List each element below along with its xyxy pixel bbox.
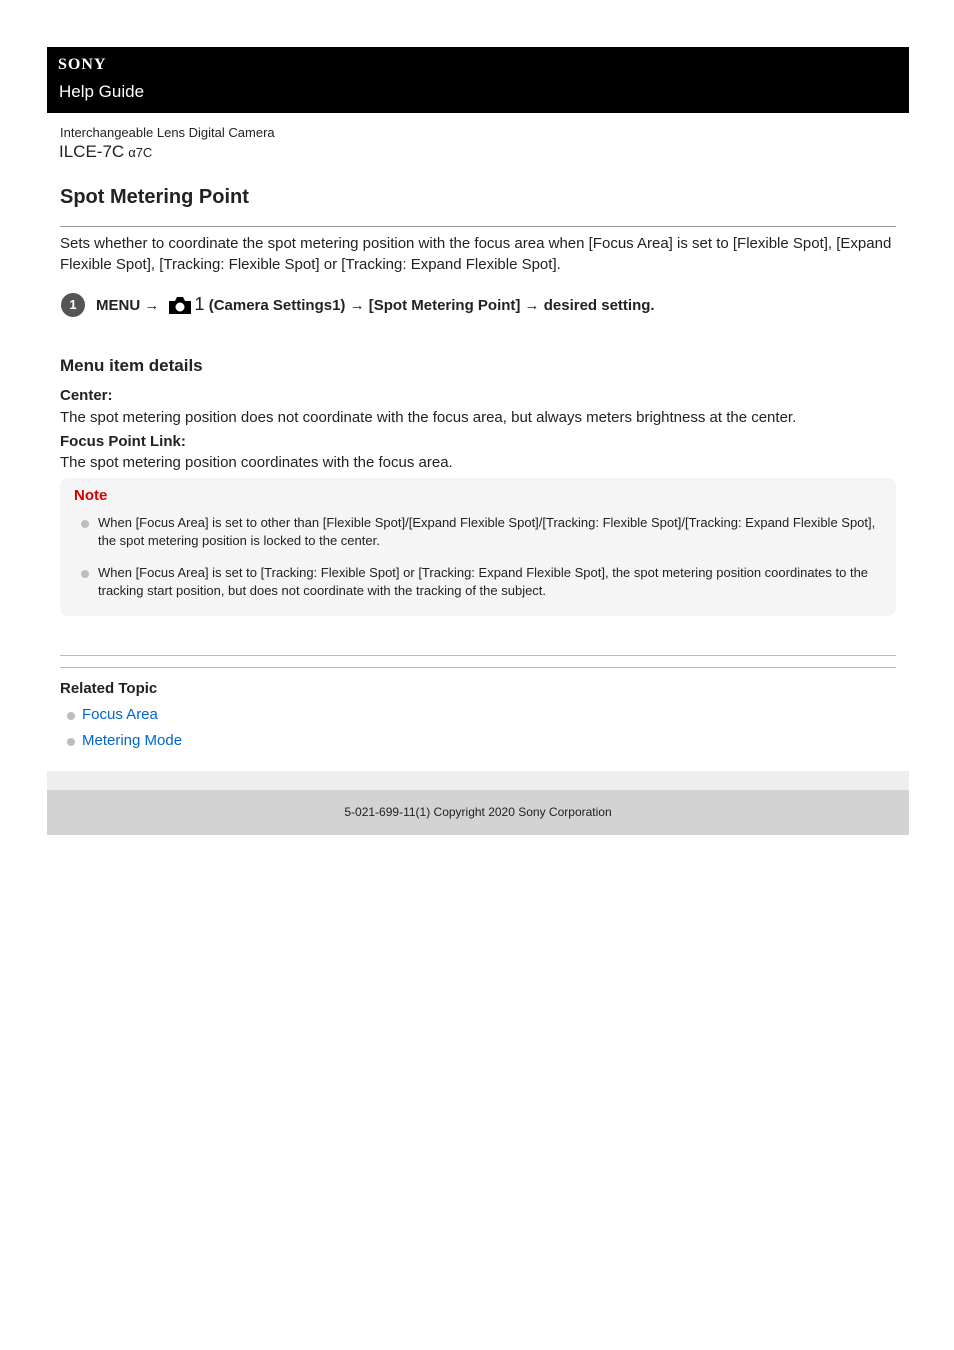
related-link-focus-area[interactable]: Focus Area — [82, 706, 158, 723]
page-title: Spot Metering Point — [60, 186, 249, 208]
step-instruction — [96, 294, 655, 319]
related-link-metering-mode[interactable]: Metering Mode — [82, 732, 183, 749]
item-term-center: Center: — [60, 387, 113, 404]
footer-spacer — [47, 771, 909, 790]
note-item: When [Focus Area] is set to [Tracking: Flexible Spot] or [Tracking: Expand Flexible Spot], the spot metering position coordinates to the tracking start position, but does not coordinate with the tracking of the subject. — [98, 565, 869, 598]
sony-logo: SONY — [58, 56, 107, 73]
item-desc-center: The spot metering position does not coordinate with the focus area, but always meters brightness at the center. — [60, 409, 797, 426]
item-term-focus-point-link: Focus Point Link: — [60, 433, 186, 450]
site-header — [47, 47, 909, 113]
bullet-icon — [67, 712, 75, 720]
camera-icon — [168, 295, 192, 319]
section-divider — [60, 655, 896, 656]
note-box — [60, 478, 896, 616]
title-divider — [60, 226, 896, 227]
footer — [47, 790, 909, 835]
step-menu-path: (Camera Settings1) → [Spot Metering Point] → desired setting. — [208, 297, 655, 314]
step-menu-label: MENU → — [96, 297, 160, 314]
model-alpha: α7C — [128, 145, 153, 160]
step-number-badge: 1 — [61, 293, 85, 317]
product-model — [59, 142, 152, 162]
step-1 — [60, 291, 896, 319]
copyright-text: 5-021-699-11(1) Copyright 2020 Sony Corporation — [344, 805, 612, 819]
note-item: When [Focus Area] is set to other than [Flexible Spot]/[Expand Flexible Spot]/[Tracking: Flexible Spot]/[Tracking: Expand Flexible Spot], the spot metering position is locked to the center. — [98, 515, 876, 548]
product-type: Interchangeable Lens Digital Camera — [60, 125, 275, 140]
menu-item-details-title: Menu item details — [60, 356, 203, 375]
related-topic-title: Related Topic — [60, 680, 158, 697]
model-number: ILCE-7C — [59, 142, 125, 161]
section-divider — [60, 667, 896, 668]
camera-settings-number: 1 — [194, 294, 205, 314]
item-desc-focus-point-link: The spot metering position coordinates with the focus area. — [60, 454, 453, 471]
bullet-icon — [81, 520, 89, 528]
intro-text: Sets whether to coordinate the spot metering position with the focus area when [Focus Area] is set to [Flexible Spot], [Expand Flexible Spot], [Tracking: Flexible Spot] or [Tracking: Expand Flexible Spot]. — [60, 235, 892, 273]
note-title: Note — [74, 487, 108, 504]
bullet-icon — [67, 738, 75, 746]
help-guide-title: Help Guide — [59, 82, 145, 101]
bullet-icon — [81, 570, 89, 578]
